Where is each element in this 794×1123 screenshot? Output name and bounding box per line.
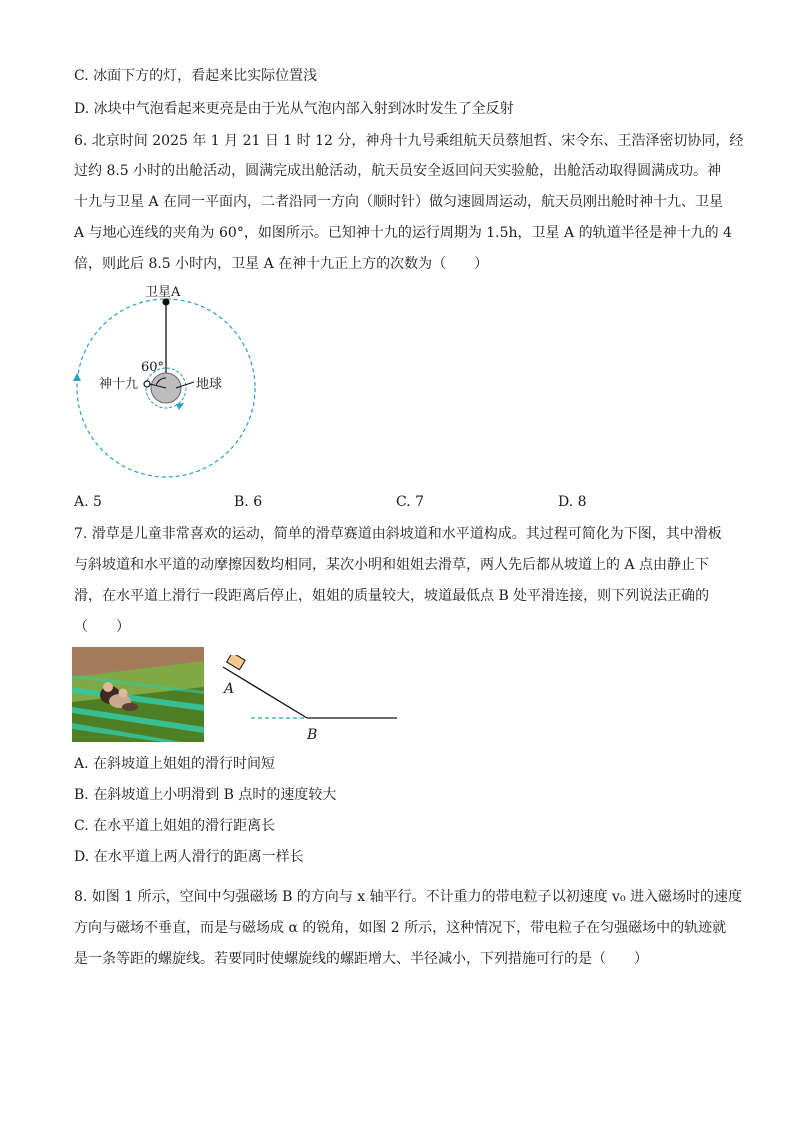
sled-block: [227, 655, 246, 670]
q7-option-b: B. 在斜坡道上小明滑到 B 点时的速度较大: [74, 787, 337, 803]
grass-slide-photo: [72, 647, 204, 742]
earth-label: 地球: [196, 377, 223, 392]
q5-option-c: C. 冰面下方的灯，看起来比实际位置浅: [74, 68, 318, 84]
q7-option-c: C. 在水平道上姐姐的滑行距离长: [74, 818, 276, 834]
q6-line-4: A 与地心连线的夹角为 60°，如图所示。已知神十九的运行周期为 1.5h，卫星 A 的轨道半径是神十九的 4: [74, 225, 732, 241]
q6-option-a: A. 5: [74, 494, 102, 510]
shenshijiu-dot: [144, 381, 150, 387]
q6-line-2: 过约 8.5 小时的出舱活动，圆满完成出舱活动，航天员安全返回问天实验舱，出舱活动取得圆满成功。神: [74, 163, 722, 179]
q6-line-1: 6. 北京时间 2025 年 1 月 21 日 1 时 12 分，神舟十九号乘组航天员蔡旭哲、宋令东、王浩泽密切协同，经: [74, 133, 744, 149]
q6-option-d: D. 8: [558, 494, 587, 510]
q7-option-d: D. 在水平道上两人滑行的距离一样长: [74, 849, 304, 865]
q8-line-3: 是一条等距的螺旋线。若要同时使螺旋线的螺距增大、半径减小，下列措施可行的是（ ）: [74, 951, 648, 967]
q5-option-d: D. 冰块中气泡看起来更亮是由于光从气泡内部入射到冰时发生了全反射: [74, 101, 514, 117]
orbit-direction-arrow: [73, 373, 81, 381]
q7-line-3: 滑，在水平道上滑行一段距离后停止，姐姐的质量较大，坡道最低点 B 处平滑连接，则下列说法正确的: [74, 588, 710, 604]
point-a-label: A: [224, 681, 235, 697]
point-b-label: B: [307, 727, 318, 743]
q6-options: [74, 494, 724, 514]
q6-line-3: 十九与卫星 A 在同一平面内，二者沿同一方向（顺时针）做匀速圆周运动，航天员刚出舱时神十九、卫星: [74, 194, 724, 210]
slope-line: [223, 667, 307, 718]
slope-diagram: [215, 655, 405, 745]
shenshijiu-direction-arrow: [176, 403, 184, 410]
q8-line-2: 方向与磁场不垂直，而是与磁场成 α 的锐角，如图 2 所示，这种情况下，带电粒子在匀强磁场中的轨迹就: [74, 920, 727, 936]
satellite-a-label: 卫星A: [145, 285, 181, 300]
shenshijiu-label: 神十九: [99, 377, 139, 392]
q7-line-1: 7. 滑草是儿童非常喜欢的运动，简单的滑草赛道由斜坡道和水平道构成。其过程可简化为下图，其中滑板: [74, 526, 722, 542]
q7-line-4: （ ）: [74, 619, 130, 635]
orbit-diagram: [66, 276, 276, 486]
q6-line-5: 倍，则此后 8.5 小时内，卫星 A 在神十九正上方的次数为（ ）: [74, 256, 489, 272]
q8-line-1: 8. 如图 1 所示，空间中匀强磁场 B 的方向与 x 轴平行。不计重力的带电粒子以初速度 v₀ 进入磁场时的速度: [74, 889, 743, 905]
angle-label: 60°: [141, 360, 165, 375]
q7-line-2: 与斜坡道和水平道的动摩擦因数均相同，某次小明和姐姐去滑草，两人先后都从坡道上的 A 点由静止下: [74, 557, 710, 573]
q6-option-c: C. 7: [396, 494, 425, 510]
q7-option-a: A. 在斜坡道上姐姐的滑行时间短: [74, 756, 276, 772]
q6-option-b: B. 6: [234, 494, 263, 510]
